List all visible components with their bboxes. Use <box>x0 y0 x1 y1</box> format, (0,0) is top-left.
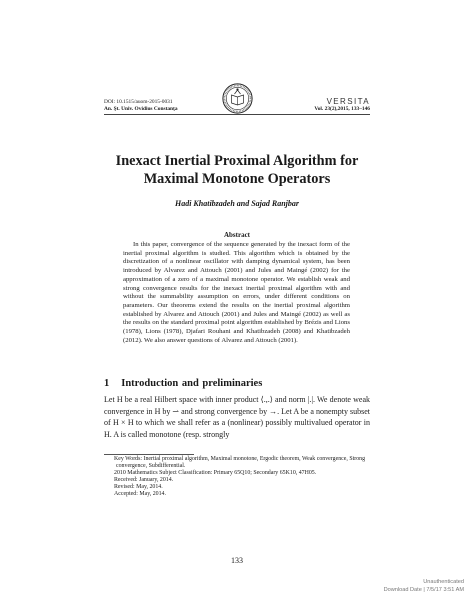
journal-header-left <box>104 99 178 113</box>
section-number: 1 <box>104 378 110 389</box>
footnote-msc: 2010 Mathematics Subject Classification: Primary 65Q10; Secondary 65K10, 47H05. <box>114 469 317 476</box>
intro-paragraph: Let H be a real Hilbert space with inner product ⟨.,.⟩ and norm |.|. We denote weak convergence in H by ⇀ and strong convergence by →. Let A be a nonempty subset of H × H to which we shall refer as a (nonlinear) possibly multivalued operator in H. A is called monotone (resp. strongly <box>104 395 370 439</box>
page-number: 133 <box>231 556 243 565</box>
footnote-received: Received: January, 2014. <box>114 476 174 483</box>
university-seal-logo <box>222 83 253 114</box>
section-title: Introduction and preliminaries <box>121 378 263 389</box>
journal-name: An. Şt. Univ. Ovidius Constanţa <box>104 106 178 112</box>
author-names: Hadi Khatibzadeh and Sajad Ranjbar <box>174 199 300 208</box>
title-line-2: Maximal Monotone Operators <box>143 171 331 187</box>
download-watermark <box>384 578 464 594</box>
journal-header-right <box>314 97 370 113</box>
title-line-1: Inexact Inertial Proximal Algorithm for <box>115 153 359 169</box>
volume-info: Vol. 23(2),2015, 133–146 <box>314 106 370 112</box>
section-heading <box>104 378 262 389</box>
abstract-heading: Abstract <box>223 231 251 239</box>
footnote-revised: Revised: May, 2014. <box>114 483 163 490</box>
publisher-logo: VERSITA <box>326 97 370 106</box>
auth-status: Unauthenticated <box>423 579 464 585</box>
footnote-keywords: Key Words: Inertial proximal algorithm, Maximal monotone, Ergodic theorem, Weak convergence, Strong convergence, Subdifferential. <box>114 456 366 469</box>
paper-title <box>104 152 370 188</box>
header-rule <box>104 114 370 115</box>
footnote-rule <box>104 454 194 455</box>
footnotes <box>104 456 370 497</box>
download-date: Download Date | 7/5/17 3:51 AM <box>383 587 464 593</box>
abstract-text: In this paper, convergence of the sequence generated by the inexact form of the inertial proximal algorithm is studied. This algorithm which is obtained by the discretization of a nonlinear oscillator with damping dynamical system, has been introduced by Alvarez and Attouch (2001) and Jules and Maingé (2002) for the approximation of a zero of a maximal monotone operator. We establish weak and strong convergence results for the inexact inertial proximal algorithm with and without the summability assumption on errors, under different conditions on parameters. Our theorems extend the results on the inertial proximal algorithm established by Alvarez and Attouch (2001) and Jules and Maingé (2002) as well as the results on the standard proximal point algorithm established by Brézis and Lions (1978), Lions (1978), Djafari Rouhani and Khatibzadeh (2008) and Khatibzadeh (2012). We also answer questions of Alvarez and Attouch (2001). <box>123 241 350 344</box>
footnote-accepted: Accepted: May, 2014. <box>114 490 166 497</box>
doi-text: DOI: 10.1515/auom-2015-0031 <box>104 99 173 105</box>
